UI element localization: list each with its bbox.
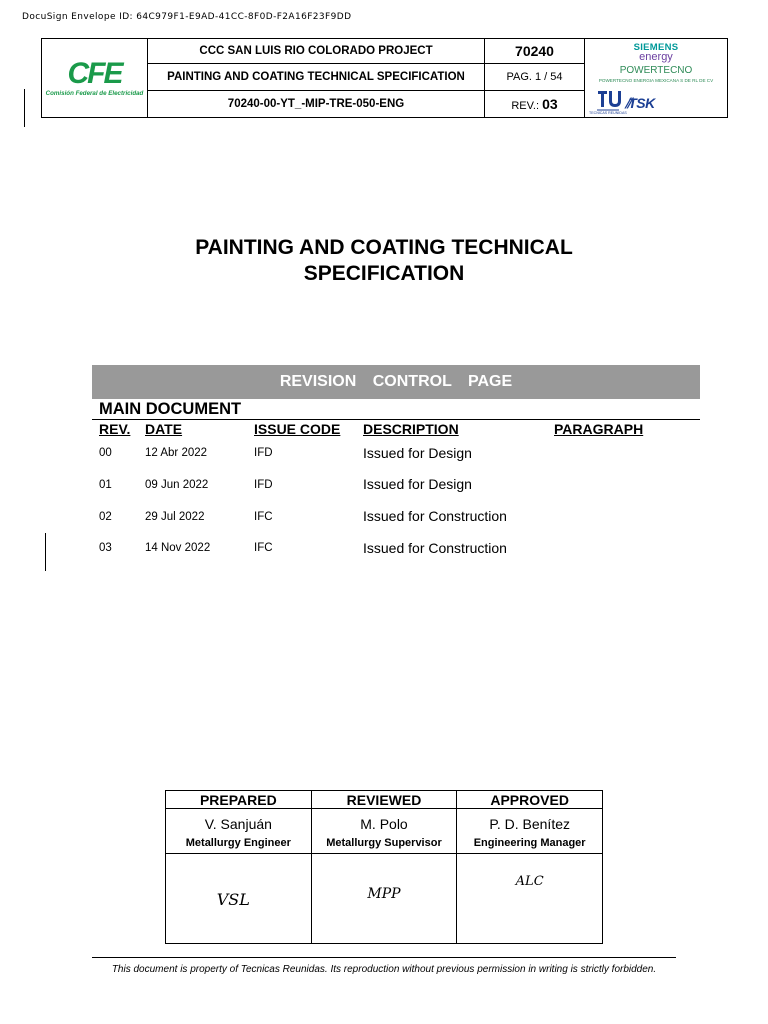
powertecno-subtitle: POWERTECNO ENERGIA MEXICANA S DE RL DE CV [598, 77, 714, 83]
main-document-heading: MAIN DOCUMENT [99, 400, 242, 418]
column-header-rev: REV. [99, 421, 131, 437]
document-title-line-2: SPECIFICATION [303, 262, 465, 285]
revision-issue-code: IFC [254, 542, 273, 554]
reviewed-by-role: Metallurgy Supervisor [326, 837, 442, 849]
approved-by-cell [457, 809, 603, 854]
revision-description: Issued for Design [363, 476, 472, 492]
footer-divider [92, 957, 676, 958]
column-header-paragraph: PARAGRAPH [554, 421, 644, 437]
column-header-issue-code: ISSUE CODE [254, 421, 341, 437]
revision-issue-code: IFC [254, 511, 273, 523]
approval-header-approved: APPROVED [457, 791, 603, 809]
approved-by-role: Engineering Manager [473, 837, 586, 849]
revision-label: REV.: [511, 100, 540, 112]
revision-date: 09 Jun 2022 [145, 479, 209, 491]
revision-control-banner: REVISION CONTROL PAGE [92, 365, 700, 399]
document-title [0, 235, 768, 287]
revision-rev: 02 [99, 511, 112, 523]
cfe-logo-mark: CFE [67, 57, 122, 90]
tecnicas-reunidas-logo-icon [595, 86, 621, 114]
tsk-logo [625, 95, 655, 112]
revision-rev: 03 [99, 542, 112, 554]
approved-by-name: P. D. Benítez [489, 816, 570, 832]
revision-date: 29 Jul 2022 [145, 511, 205, 523]
approval-table [165, 790, 603, 944]
project-number: 70240 [485, 39, 585, 64]
document-header-table [41, 38, 728, 118]
reviewed-signature-cell [311, 854, 457, 944]
spec-title-header: PAINTING AND COATING TECHNICAL SPECIFICATION [148, 64, 485, 91]
reviewed-signature: MPP [367, 886, 401, 902]
cfe-logo-subtitle: Comisión Federal de Electricidad [45, 90, 144, 97]
approval-header-reviewed: REVIEWED [311, 791, 457, 809]
main-document-divider [92, 419, 700, 420]
cfe-logo [42, 59, 147, 97]
revision-description: Issued for Construction [363, 508, 507, 524]
tsk-logo-text: TSK [628, 94, 655, 111]
prepared-by-cell [166, 809, 312, 854]
reviewed-by-cell [311, 809, 457, 854]
revision-bar [24, 89, 25, 127]
revision-issue-code: IFD [254, 479, 273, 491]
prepared-by-name: V. Sanjuán [204, 816, 272, 832]
approved-signature-cell [457, 854, 603, 944]
tecnicas-reunidas-subtitle: TECNICAS REUNIDAS [589, 110, 627, 115]
revision-date: 12 Abr 2022 [145, 447, 208, 459]
column-header-date: DATE [145, 421, 183, 437]
reviewed-by-name: M. Polo [360, 816, 408, 832]
column-header-description: DESCRIPTION [363, 421, 459, 437]
revision-date: 14 Nov 2022 [145, 542, 211, 554]
revision-rev: 01 [99, 479, 112, 491]
powertecno-logo: POWERTECNO [619, 64, 693, 76]
revision-description: Issued for Design [363, 445, 472, 461]
document-title-line-1: PAINTING AND COATING TECHNICAL [195, 236, 573, 259]
revision-bar [45, 533, 46, 571]
approved-signature: ALC [515, 874, 544, 889]
siemens-energy-logo: energy [639, 50, 673, 63]
revision-value: 03 [542, 96, 558, 112]
project-name: CCC SAN LUIS RIO COLORADO PROJECT [148, 39, 485, 64]
docusign-envelope-id: DocuSign Envelope ID: 64C979F1-E9AD-41CC-8F0D-F2A16F23F9DD [22, 12, 352, 22]
prepared-by-role: Metallurgy Engineer [185, 837, 291, 849]
prepared-signature: VSL [216, 890, 250, 909]
footer-disclaimer: This document is property of Tecnicas Reunidas. Its reproduction without previous permission in writing is strictly forbidden. [111, 964, 657, 975]
prepared-signature-cell [166, 854, 312, 944]
revision-description: Issued for Construction [363, 540, 507, 556]
revision-issue-code: IFD [254, 447, 273, 459]
partner-logos [585, 40, 727, 117]
cfe-logo-cell [42, 39, 148, 118]
siemens-logo: SIEMENS [633, 41, 679, 53]
approval-header-prepared: PREPARED [166, 791, 312, 809]
revision-rev: 00 [99, 447, 112, 459]
tsk-stripes-icon: ⫽ [625, 94, 629, 111]
page-number: PAG. 1 / 54 [485, 64, 585, 91]
document-code: 70240-00-YT_-MIP-TRE-050-ENG [148, 91, 485, 118]
partner-logos-cell [585, 39, 728, 118]
revision-number [485, 91, 585, 118]
